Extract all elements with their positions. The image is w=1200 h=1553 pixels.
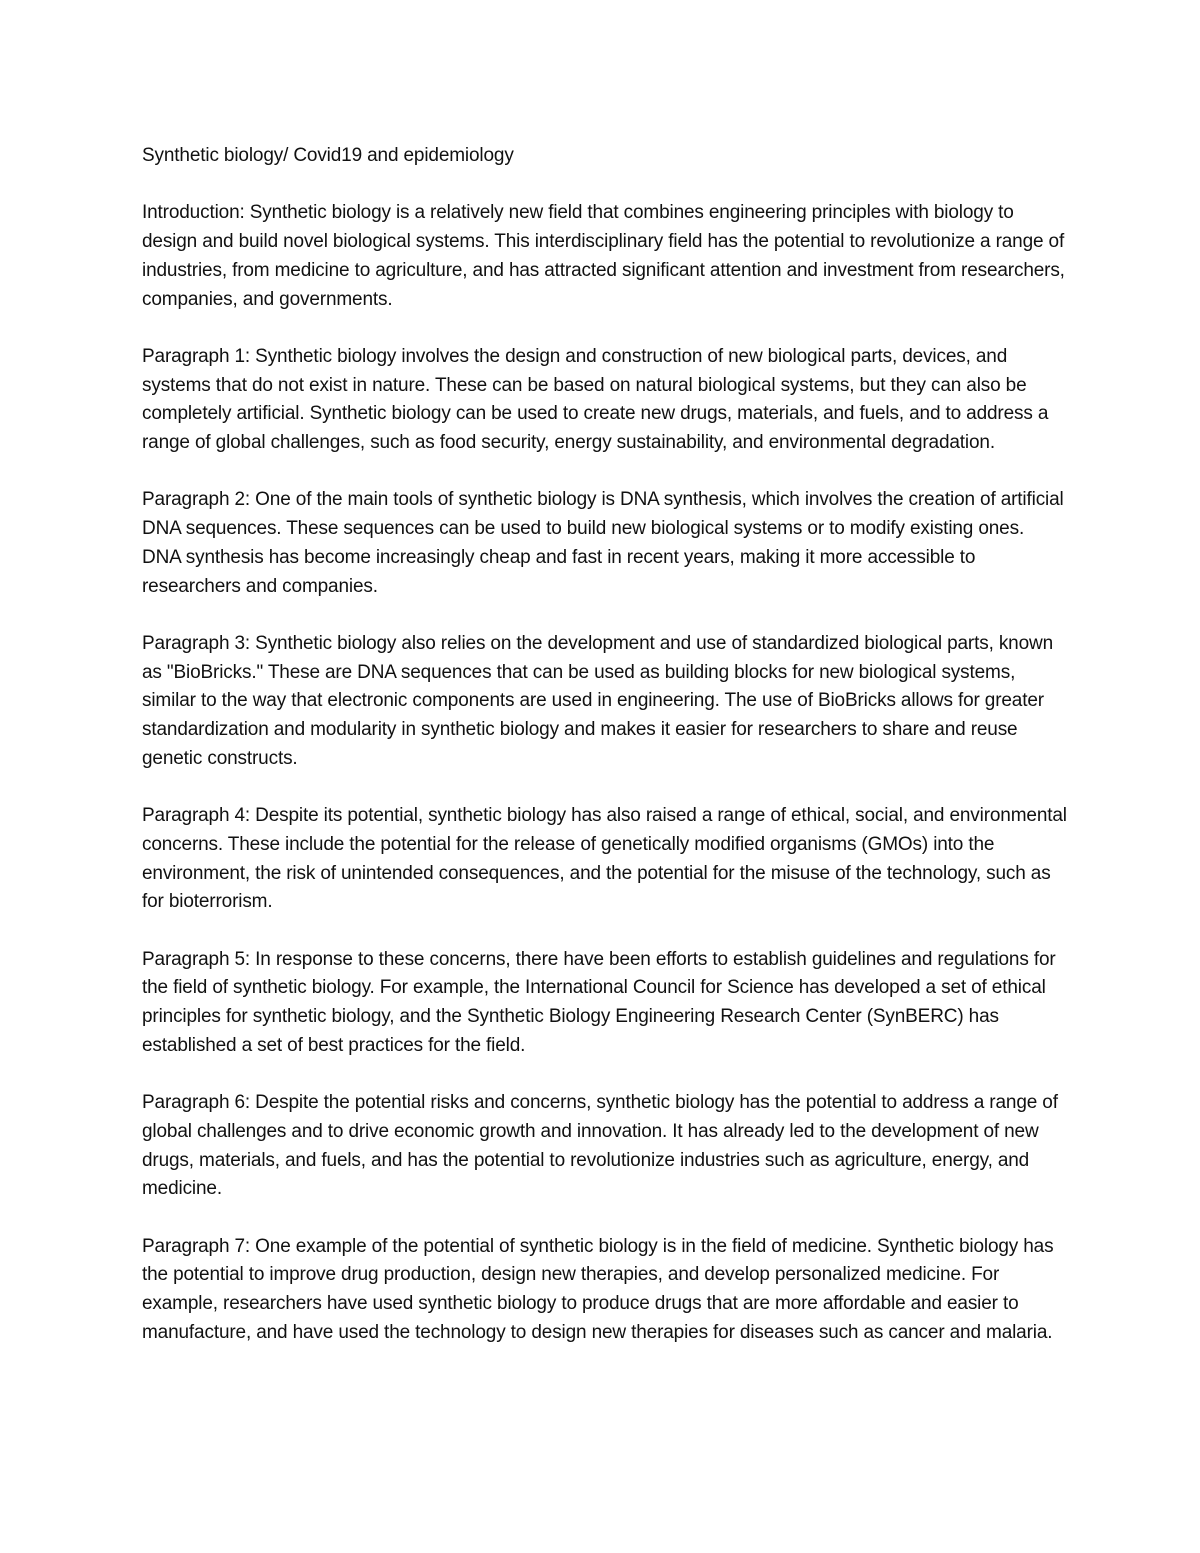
- document-title: Synthetic biology/ Covid19 and epidemiology: [142, 145, 514, 166]
- paragraph-1: Paragraph 1: Synthetic biology involves the design and construction of new biological parts, devices, and systems that do not exist in nature. These can be based on natural biological systems, but they can also be completely artificial. Synthetic biology can be used to create new drugs, materials, and fuels, and to address a range of global challenges, such as food security, energy sustainability, and environmental degradation.: [142, 345, 1049, 453]
- document-body: [142, 142, 1067, 1376]
- paragraph-2: Paragraph 2: One of the main tools of synthetic biology is DNA synthesis, which involves the creation of artificial DNA sequences. These sequences can be used to build new biological systems or to modify existing ones. DNA synthesis has become increasingly cheap and fast in recent years, making it more accessible to researchers and companies.: [142, 489, 1064, 597]
- paragraph-introduction: Introduction: Synthetic biology is a relatively new field that combines engineering principles with biology to design and build novel biological systems. This interdisciplinary field has the potential to revolutionize a range of industries, from medicine to agriculture, and has attracted significant attention and investment from researchers, companies, and governments.: [142, 202, 1065, 310]
- paragraph-6: Paragraph 6: Despite the potential risks and concerns, synthetic biology has the potential to address a range of global challenges and to drive economic growth and innovation. It has already led to the development of new drugs, materials, and fuels, and has the potential to revolutionize industries such as agriculture, energy, and medicine.: [142, 1092, 1058, 1200]
- paragraph-3: Paragraph 3: Synthetic biology also relies on the development and use of standardized biological parts, known as "BioBricks." These are DNA sequences that can be used as building blocks for new biological systems, similar to the way that electronic components are used in engineering. The use of BioBricks allows for greater standardization and modularity in synthetic biology and makes it easier for researchers to share and reuse genetic constructs.: [142, 632, 1054, 769]
- paragraph-5: Paragraph 5: In response to these concerns, there have been efforts to establish guidelines and regulations for the field of synthetic biology. For example, the International Council for Science has developed a set of ethical principles for synthetic biology, and the Synthetic Biology Engineering Research Center (SynBERC) has established a set of best practices for the field.: [142, 948, 1056, 1056]
- paragraph-4: Paragraph 4: Despite its potential, synthetic biology has also raised a range of ethical, social, and environmental concerns. These include the potential for the release of genetically modified organisms (GMOs) into the environment, the risk of unintended consequences, and the potential for the misuse of the technology, such as for bioterrorism.: [142, 805, 1067, 913]
- paragraph-7: Paragraph 7: One example of the potential of synthetic biology is in the field of medicine. Synthetic biology has the potential to improve drug production, design new therapies, and develop personalized medicine. For example, researchers have used synthetic biology to produce drugs that are more affordable and easier to manufacture, and have used the technology to design new therapies for diseases such as cancer and malaria.: [142, 1235, 1054, 1343]
